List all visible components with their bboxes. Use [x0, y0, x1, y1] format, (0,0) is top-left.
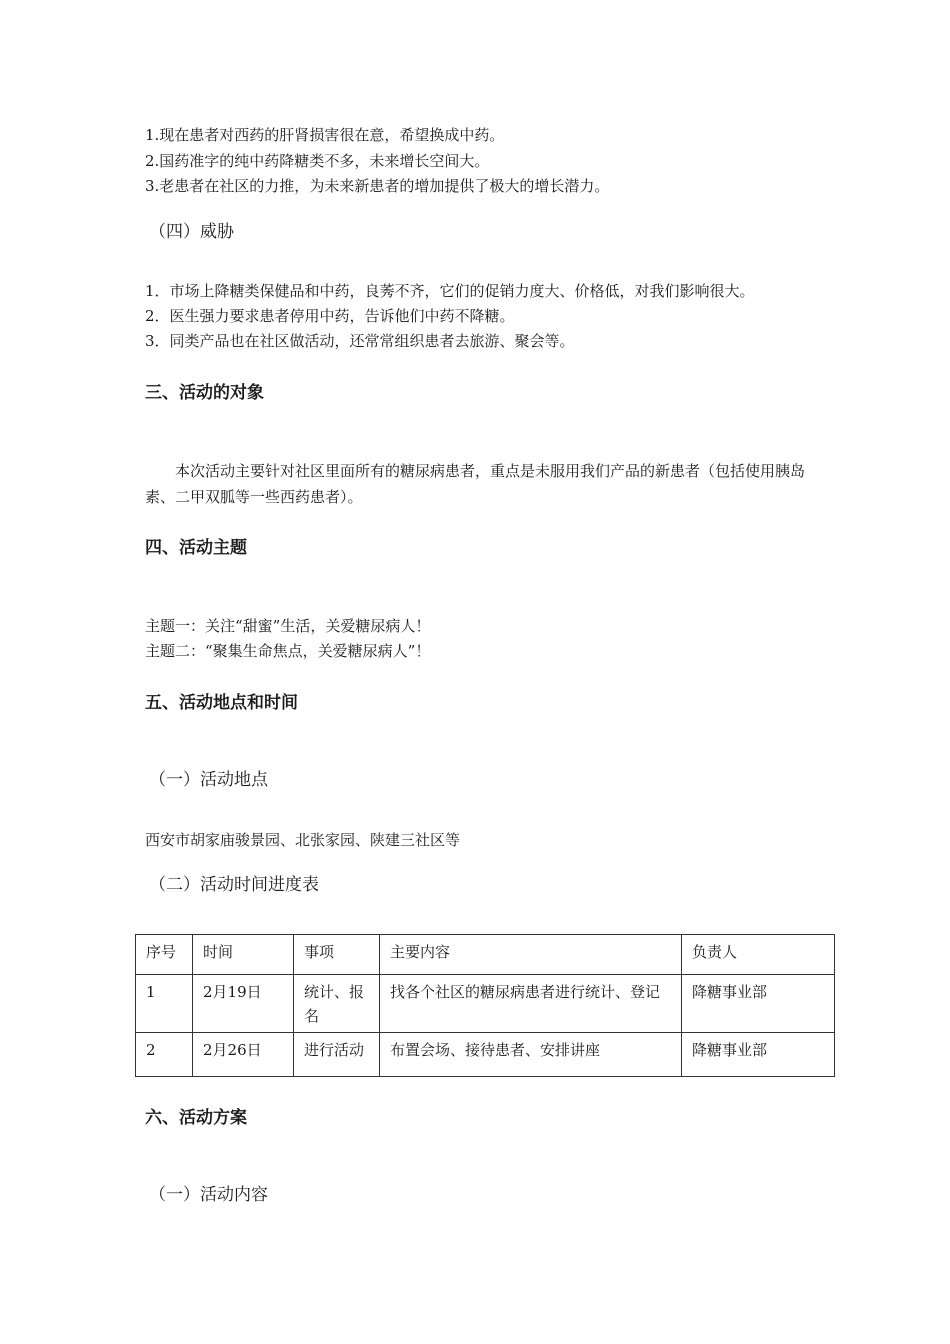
- table-header-cell: 主要内容: [380, 935, 682, 975]
- table-header-cell: 时间: [193, 935, 294, 975]
- section3-paragraph: 本次活动主要针对社区里面所有的糖尿病患者，重点是未服用我们产品的新患者（包括使用胰岛素、二甲双胍等一些西药患者）。: [145, 462, 806, 506]
- table-cell: 统计、报名: [294, 975, 380, 1033]
- table-header-cell: 序号: [136, 935, 193, 975]
- table-cell: 2月26日: [193, 1033, 294, 1077]
- table-cell: 找各个社区的糖尿病患者进行统计、登记: [380, 975, 682, 1033]
- table-row: [136, 1033, 835, 1077]
- table-cell: 2月19日: [193, 975, 294, 1033]
- theme-2: 主题二：“聚集生命焦点，关爱糖尿病人”！: [145, 642, 431, 660]
- section4-heading: 四、活动主题: [145, 538, 247, 558]
- theme-1: 主题一：关注“甜蜜”生活，关爱糖尿病人！: [145, 617, 431, 635]
- threat-item-2: 2．医生强力要求患者停用中药，告诉他们中药不降糖。: [145, 307, 515, 325]
- threats-heading: （四）威胁: [149, 222, 234, 242]
- table-header-cell: 负责人: [682, 935, 835, 975]
- location-heading: （一）活动地点: [149, 770, 268, 790]
- table-cell: 2: [136, 1033, 193, 1077]
- table-cell: 降糖事业部: [682, 1033, 835, 1077]
- opportunity-item-3: 3.老患者在社区的力推，为未来新患者的增加提供了极大的增长潜力。: [145, 177, 610, 195]
- table-cell: 降糖事业部: [682, 975, 835, 1033]
- activity-content-heading: （一）活动内容: [149, 1185, 268, 1205]
- section6-heading: 六、活动方案: [145, 1108, 247, 1128]
- table-row: [136, 975, 835, 1033]
- schedule-heading: （二）活动时间进度表: [149, 875, 319, 895]
- section5-heading: 五、活动地点和时间: [145, 693, 298, 713]
- threat-item-3: 3．同类产品也在社区做活动，还常常组织患者去旅游、聚会等。: [145, 332, 575, 350]
- section3-heading: 三、活动的对象: [145, 383, 264, 403]
- schedule-table: [135, 934, 835, 1077]
- location-text: 西安市胡家庙骏景园、北张家园、陕建三社区等: [145, 831, 461, 849]
- table-cell: 1: [136, 975, 193, 1033]
- table-header-row: [136, 935, 835, 975]
- threat-item-1: 1．市场上降糖类保健品和中药，良莠不齐，它们的促销力度大、价格低，对我们影响很大。: [145, 282, 755, 300]
- opportunity-item-2: 2.国药准字的纯中药降糖类不多，未来增长空间大。: [145, 152, 490, 170]
- table-cell: 进行活动: [294, 1033, 380, 1077]
- opportunity-item-1: 1.现在患者对西药的肝肾损害很在意，希望换成中药。: [145, 126, 505, 144]
- table-cell: 布置会场、接待患者、安排讲座: [380, 1033, 682, 1077]
- table-header-cell: 事项: [294, 935, 380, 975]
